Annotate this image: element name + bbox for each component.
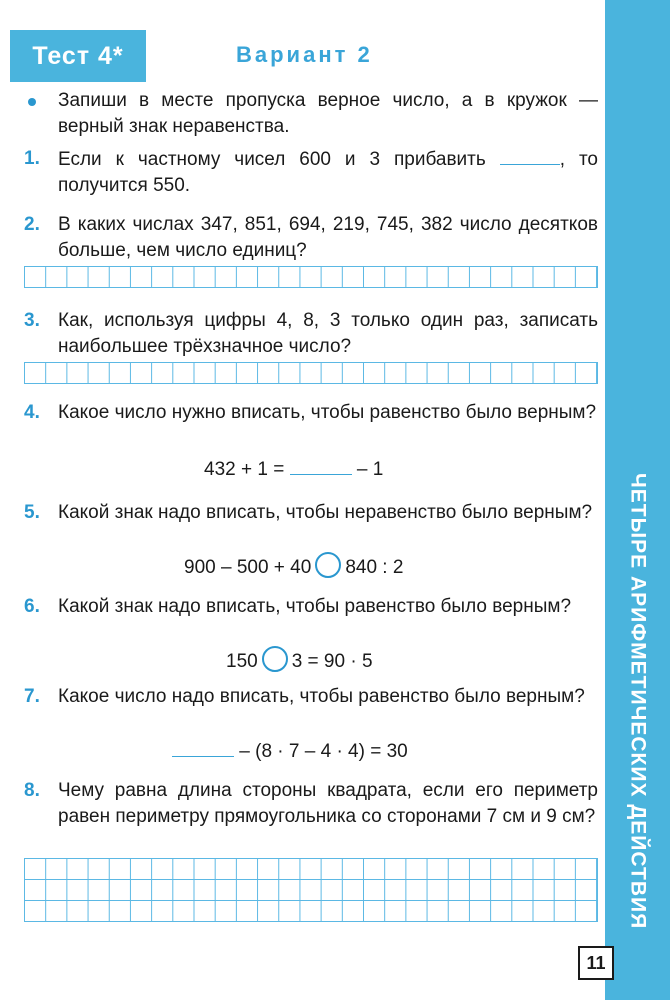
question-8: 8. Чему равна длина стороны квадрата, если его периметр равен периметру прямоугольника со сторонами 7 см и 9 см? bbox=[24, 780, 598, 827]
answer-blank[interactable] bbox=[172, 738, 234, 757]
answer-blank[interactable] bbox=[500, 146, 560, 165]
bullet-icon bbox=[28, 98, 36, 106]
question-6: 6. Какой знак надо вписать, чтобы равенство было верным? bbox=[24, 594, 598, 620]
test-label: Тест 4* bbox=[10, 30, 146, 82]
question-number: 6. bbox=[24, 596, 40, 617]
question-number: 3. bbox=[24, 310, 40, 331]
equation-7: – (8 · 7 – 4 · 4) = 30 bbox=[172, 738, 408, 763]
instruction: Запиши в месте пропуска верное число, а в кружок — верный знак неравенства. bbox=[24, 88, 598, 140]
answer-grid[interactable] bbox=[24, 362, 598, 384]
question-number: 8. bbox=[24, 780, 40, 801]
question-number: 1. bbox=[24, 148, 40, 169]
question-5: 5. Какой знак надо вписать, чтобы неравенство было верным? bbox=[24, 500, 598, 526]
question-4: 4. Какое число нужно вписать, чтобы равенство было верным? bbox=[24, 400, 598, 426]
question-number: 2. bbox=[24, 214, 40, 235]
question-number: 4. bbox=[24, 402, 40, 423]
answer-blank[interactable] bbox=[290, 456, 352, 475]
question-1: 1. Если к частному чисел 600 и 3 прибавить , то получится 550. bbox=[24, 148, 598, 196]
page-number: 11 bbox=[578, 946, 614, 980]
question-2: 2. В каких числах 347, 851, 694, 219, 745, 382 число десятков больше, чем число единиц? bbox=[24, 214, 598, 261]
equation-4: 432 + 1 = – 1 bbox=[204, 456, 383, 481]
equation-6: 150 3 = 90 · 5 bbox=[226, 646, 373, 673]
variant-label: Вариант 2 bbox=[236, 42, 373, 67]
side-title: ЧЕТЫРЕ АРИФМЕТИЧЕСКИХ ДЕЙСТВИЯ bbox=[626, 472, 650, 930]
question-number: 5. bbox=[24, 502, 40, 523]
answer-grid[interactable] bbox=[24, 266, 598, 288]
sign-circle[interactable] bbox=[262, 646, 288, 672]
answer-grid[interactable] bbox=[24, 858, 598, 922]
sign-circle[interactable] bbox=[315, 552, 341, 578]
question-7: 7. Какое число надо вписать, чтобы равенство было верным? bbox=[24, 684, 598, 710]
question-number: 7. bbox=[24, 686, 40, 707]
equation-5: 900 – 500 + 40 840 : 2 bbox=[184, 552, 403, 579]
question-3: 3. Как, используя цифры 4, 8, 3 только один раз, записать наибольшее трёхзначное число? bbox=[24, 310, 598, 357]
